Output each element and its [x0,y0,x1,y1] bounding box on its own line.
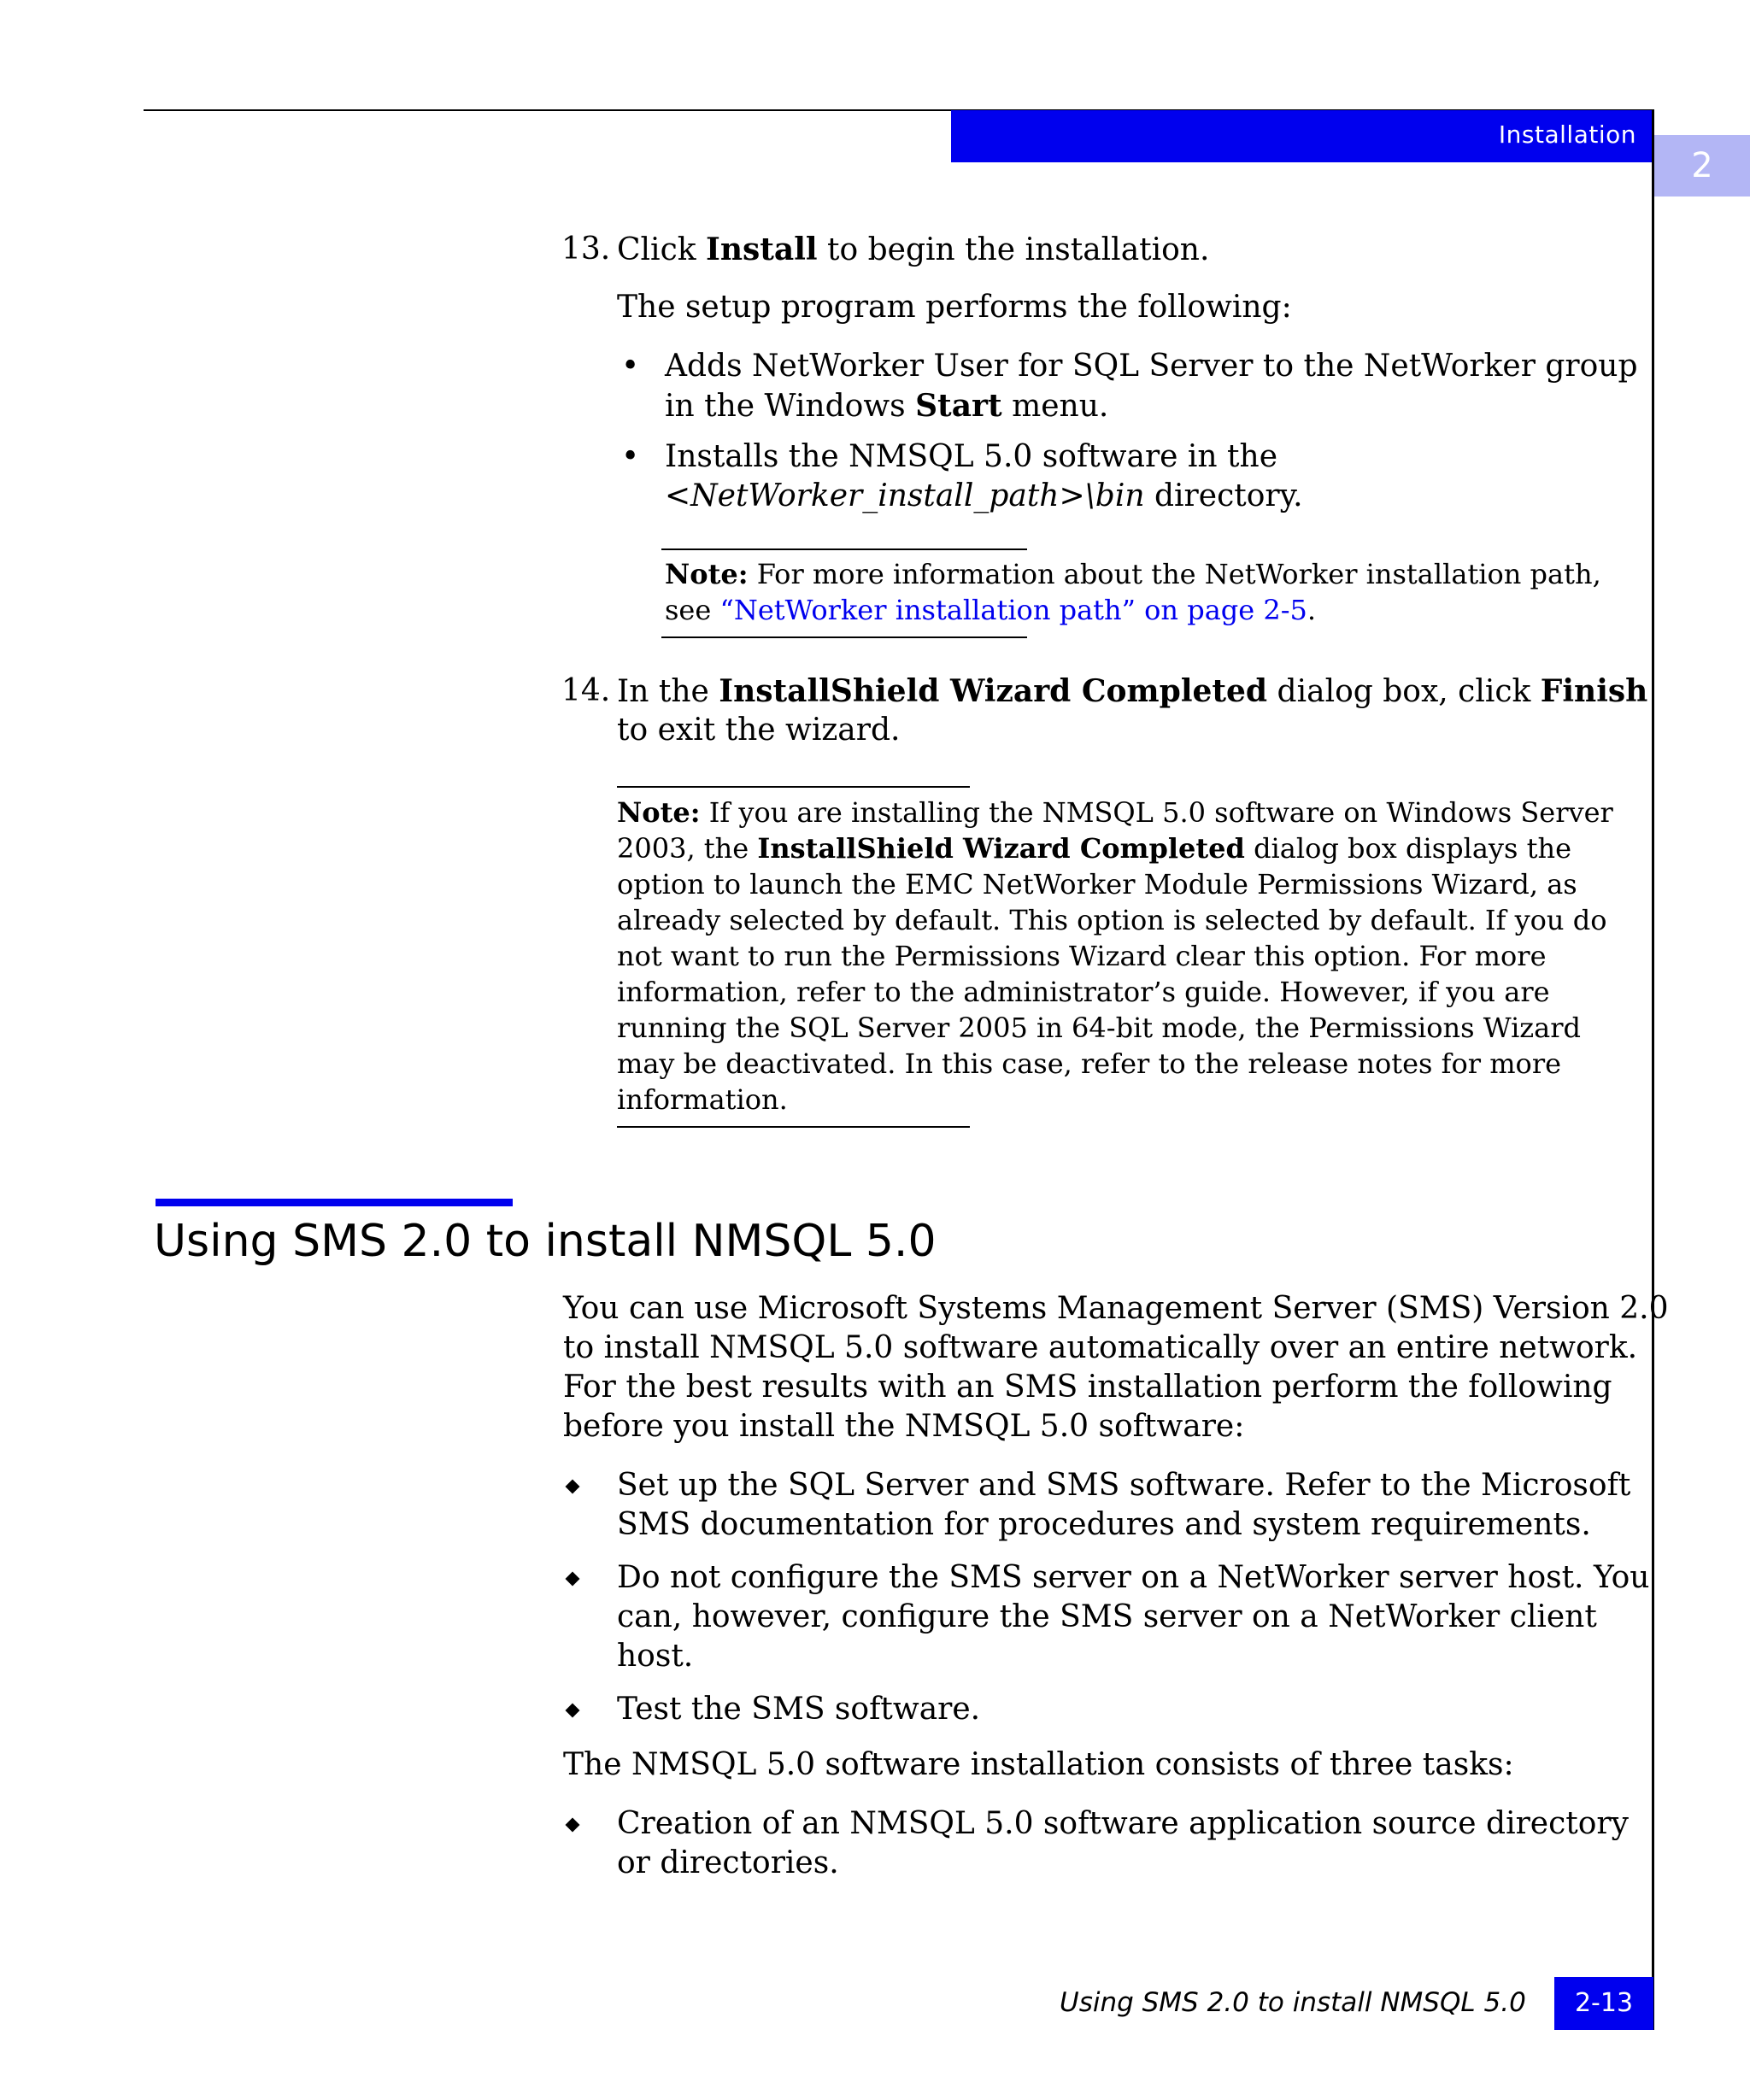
page-number: 2-13 [1554,1977,1653,2030]
section-para-2: The NMSQL 5.0 software installation consists of three tasks: [563,1747,1514,1782]
diamond-bullet [566,1704,580,1718]
note-2-line-3: option to launch the EMC NetWorker Module Permissions Wizard, as [617,868,1577,900]
note-2-line-4: already selected by default. This option is selected by default. If you do [617,904,1607,936]
note-2-line-6: information, refer to the administrator’s guide. However, if you are [617,976,1550,1008]
note-2-line-1: Note: If you are installing the NMSQL 5.0 software on Windows Server [617,796,1613,829]
note-rule-top [617,786,970,788]
section-para-1-line-1: You can use Microsoft Systems Management Server (SMS) Version 2.0 [563,1291,1669,1326]
bullet-dot: • [621,439,640,474]
header-bar [951,110,1653,162]
section-title: Using SMS 2.0 to install NMSQL 5.0 [154,1216,937,1267]
step-14-number: 14. [561,673,611,708]
note-rule-top [661,548,1027,550]
step-14-line-1: In the InstallShield Wizard Completed dialog box, click Finish [617,673,1648,709]
bullet-dot: • [621,349,640,384]
step-13-bullet-2-line-1: Installs the NMSQL 5.0 software in the [665,439,1278,474]
section-para-1-line-3: For the best results with an SMS installation perform the following [563,1370,1612,1405]
running-header-title: Installation [1498,120,1636,149]
section-bullet-2-line-2: can, however, configure the SMS server on a NetWorker client [617,1599,1597,1634]
note-2-line-5: not want to run the Permissions Wizard clear this option. For more [617,940,1547,972]
note-2-line-7: running the SQL Server 2005 in 64-bit mode, the Permissions Wizard [617,1012,1582,1044]
section-heading-rule [156,1199,513,1206]
section-bullet-1-line-1: Set up the SQL Server and SMS software. Refer to the Microsoft [617,1468,1631,1503]
note-2-line-9: information. [617,1083,788,1116]
note-rule-bottom [661,636,1027,638]
note-rule-bottom [617,1126,970,1128]
note-1-line-1: Note: For more information about the NetWorker installation path, [665,558,1601,590]
page-right-rule [1652,109,1654,2030]
step-13-bullet-1-line-1: Adds NetWorker User for SQL Server to the NetWorker group [665,349,1638,384]
step-13-number: 13. [561,232,611,267]
section-bullet-2-line-1: Do not configure the SMS server on a NetWorker server host. You [617,1560,1650,1595]
section-bullet-1-line-2: SMS documentation for procedures and system requirements. [617,1507,1591,1542]
section-bullet-2-line-3: host. [617,1639,694,1674]
step-13-bullet-2-line-2: <NetWorker_install_path>\bin directory. [665,478,1303,513]
step-13-intro: The setup program performs the following: [617,290,1292,325]
running-footer-title: Using SMS 2.0 to install NMSQL 5.0 [1060,1987,1526,2018]
step-13-text: Click Install to begin the installation. [617,232,1210,267]
note-1-line-2: see “NetWorker installation path” on page 2-5. [665,594,1317,626]
step-13-bullet-1-line-2: in the Windows Start menu. [665,388,1109,424]
section-para-1-line-4: before you install the NMSQL 5.0 software: [563,1409,1245,1444]
diamond-bullet [566,1572,580,1587]
section-para-1-line-2: to install NMSQL 5.0 software automatically over an entire network. [563,1330,1638,1365]
diamond-bullet [566,1818,580,1833]
section-bullet-4-line-2: or directories. [617,1845,839,1880]
section-bullet-4-line-1: Creation of an NMSQL 5.0 software application source directory [617,1806,1629,1841]
networker-installation-path-link[interactable]: “NetWorker installation path” on page 2-5 [719,594,1307,626]
note-2-line-2: 2003, the InstallShield Wizard Completed dialog box displays the [617,832,1571,865]
note-2-line-8: may be deactivated. In this case, refer to the release notes for more [617,1047,1562,1080]
diamond-bullet [566,1480,580,1494]
step-14-line-2: to exit the wizard. [617,713,901,748]
section-bullet-3-line-1: Test the SMS software. [617,1692,981,1727]
chapter-tab: 2 [1654,135,1750,197]
